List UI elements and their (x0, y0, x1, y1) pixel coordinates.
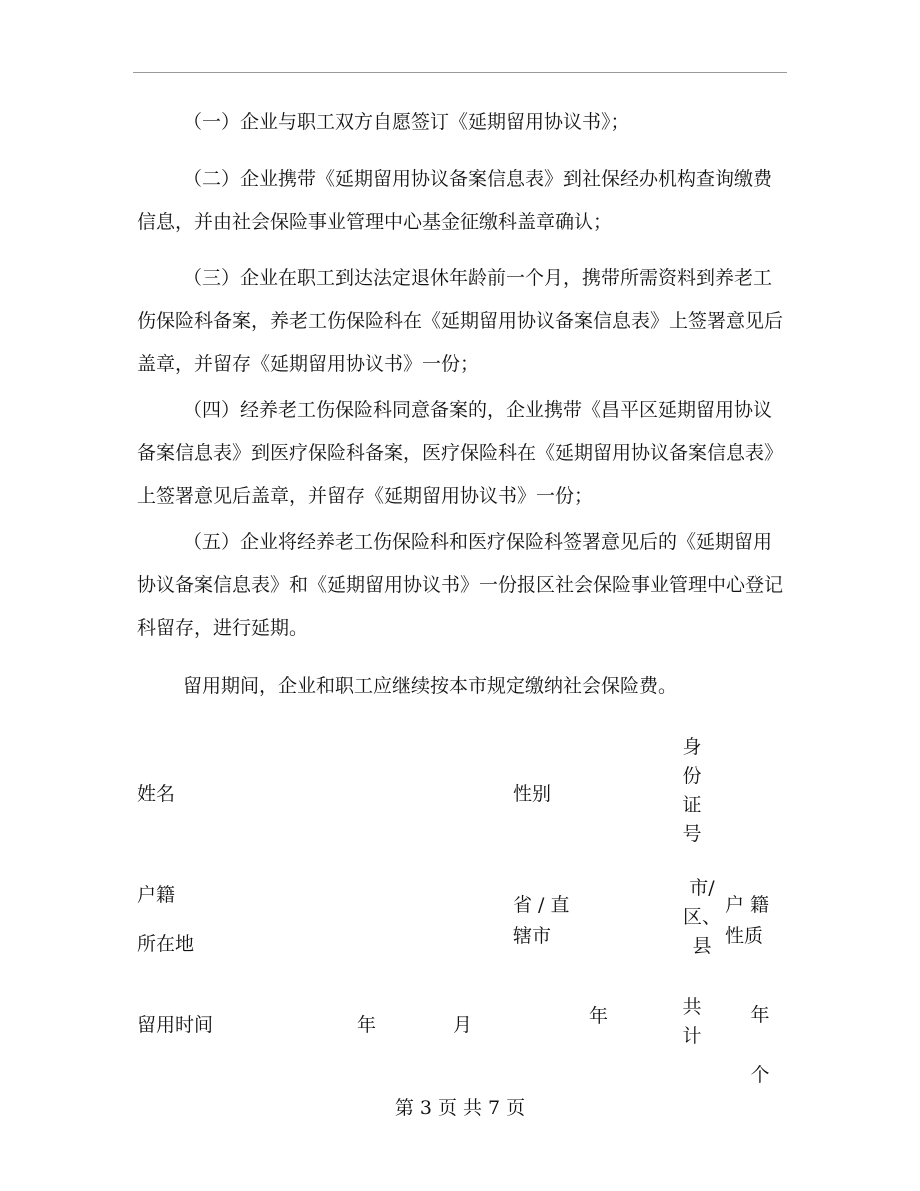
paragraph-step-2: （二）企业携带《延期留用协议备案信息表》到社保经办机构查询缴费信息，并由社会保险事业管理中心基金征缴科盖章确认； (137, 168, 773, 233)
huji-label-line1: 户籍 (137, 884, 176, 906)
huji-nature-label-line1: 户 籍 (725, 894, 770, 916)
retention-period-label: 留用时间 (137, 1014, 214, 1036)
total-label: 共计 (682, 996, 702, 1047)
gender-label: 性别 (513, 783, 552, 805)
page-number: 第 3 页 共 7 页 (394, 1097, 526, 1119)
huji-label-line2: 所在地 (137, 933, 195, 955)
start-year-label: 年 (357, 1014, 377, 1036)
paragraph-contribution-note: 留用期间，企业和职工应继续按本市规定缴纳社会保险费。 (183, 675, 678, 697)
province-label-line1: 省 / 直 (513, 894, 570, 916)
paragraph-step-5: （五）企业将经养老工伤保险科和医疗保险科签署意见后的《延期留用协议备案信息表》和《延期留用协议书》一份报区社会保险事业管理中心登记科留存，进行延期。 (137, 531, 784, 639)
province-label-line2: 辖市 (513, 925, 552, 947)
name-label: 姓名 (137, 783, 176, 805)
city-district-label: 市/区、县 (682, 877, 721, 957)
years-count-label: 年个 (750, 1004, 770, 1086)
paragraph-step-4: （四）经养老工伤保险科同意备案的，企业携带《昌平区延期留用协议备案信息表》到医疗保险科备案，医疗保险科在《延期留用协议备案信息表》上签署意见后盖章，并留存《延期留用协议书》一份； (137, 399, 784, 507)
id-number-label: 身份证号 (682, 736, 702, 845)
header-rule (133, 72, 787, 73)
paragraph-step-3: （三）企业在职工到达法定退休年龄前一个月，携带所需资料到养老工伤保险科备案，养老工伤保险科在《延期留用协议备案信息表》上签署意见后盖章，并留存《延期留用协议书》一份； (137, 267, 784, 375)
start-month-label: 月 (453, 1014, 473, 1036)
huji-nature-label-line2: 性质 (725, 925, 764, 947)
paragraph-step-1: （一）企业与职工双方自愿签订《延期留用协议书》； (183, 111, 630, 133)
end-year-label: 年 (589, 1005, 609, 1027)
